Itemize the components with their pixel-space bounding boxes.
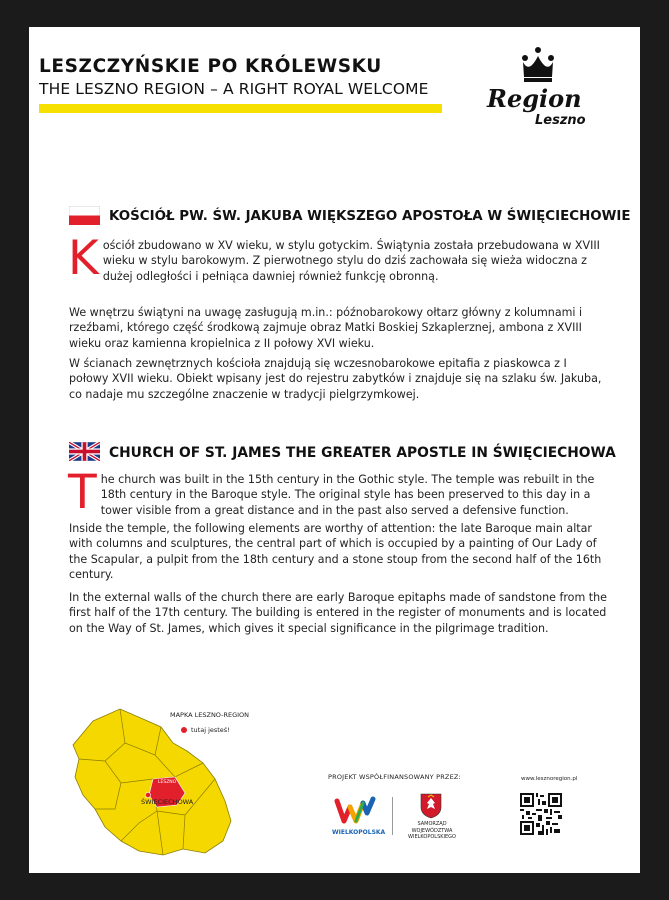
polish-section-title: KOŚCIÓŁ PW. ŚW. JAKUBA WIĘKSZEGO APOSTOŁA W ŚWIĘCIECHOWIE xyxy=(109,209,631,224)
map-city-label: LESZNO xyxy=(158,780,177,785)
map-legend-marker xyxy=(181,727,187,733)
english-paragraph-2: Inside the temple, the following elements are worthy of attention: the late Baroque main altar with columns and sculptures, the central part of which is occupied by a painting of Our Lady of the Scapular, a pulpit from the 18th century and a stone stoup from the second half of the 16th century. xyxy=(69,522,602,582)
wielkopolska-label: WIELKOPOLSKA xyxy=(332,829,386,836)
english-paragraph-1: The church was built in the 15th century in the Gothic style. The temple was rebuilt in the 18th century in the Baroque style. The original style has been preserved to this day in a tower visible from a great distance and in the past also served a defensive function. xyxy=(68,465,595,520)
voivodeship-label: SAMORZĄD WOJEWÓDZTWA WIELKOPOLSKIEGO xyxy=(408,821,456,840)
polish-drop-cap: K xyxy=(68,231,99,286)
region-leszno-logo xyxy=(487,46,587,138)
voivodeship-crest-icon xyxy=(420,793,442,819)
uk-flag-icon xyxy=(69,442,100,461)
qr-code-icon[interactable] xyxy=(520,793,562,835)
map-title: MAPKA LESZNO-REGION xyxy=(170,711,250,719)
footer-divider xyxy=(392,797,393,835)
logo-sub: Leszno xyxy=(535,113,586,128)
polish-paragraph-1: Kościół zbudowano w XV wieku, w stylu gotyckim. Świątynia została przebudowana w XVIII wieku w stylu barokowym. Z pierwotnego stylu do dziś zachowała się wieża widoczna z dużej odległości i pełniąca dawniej również funkcję obronną. xyxy=(68,231,600,286)
page-title: LESZCZYŃSKIE PO KRÓLEWSKU xyxy=(39,56,382,77)
page-subtitle: THE LESZNO REGION – A RIGHT ROYAL WELCOME xyxy=(39,80,429,98)
map-legend-text: tutaj jesteś! xyxy=(191,726,230,734)
region-map xyxy=(65,703,280,858)
wielkopolska-logo-icon xyxy=(334,795,376,825)
english-section-title: CHURCH OF ST. JAMES THE GREATER APOSTLE IN ŚWIĘCIECHOWA xyxy=(109,445,616,461)
english-drop-cap: T xyxy=(68,465,97,520)
logo-script: Region xyxy=(487,84,582,113)
polish-paragraph-3: W ścianach zewnętrznych kościoła znajdują się wczesnobarokowe epitafia z piaskowca z I połowy XVII wieku. Obiekt wpisany jest do rejestru zabytków i znajduje się na szlaku św. Jakuba, co nadaje mu szczególne znaczenie w tradycji pielgrzymkowej. xyxy=(69,357,602,401)
crown-icon xyxy=(517,46,559,84)
map-place-label: ŚWIĘCIECHOWA xyxy=(141,798,194,806)
website-url[interactable]: www.lesznoregion.pl xyxy=(521,776,578,782)
polish-paragraph-2: We wnętrzu świątyni na uwagę zasługują m.in.: późnobarokowy ołtarz główny z kolumnami i rzeźbami, którego część środkową zajmuje obraz Matki Boskiej Szkaplerznej, ambona z XVIII wieku oraz kamienna kropielnica z II połowy XVI wieku. xyxy=(69,306,583,350)
poland-flag-icon xyxy=(69,206,100,225)
header-accent-bar xyxy=(39,104,442,113)
english-paragraph-3: In the external walls of the church there are early Baroque epitaphs made of sandstone from the first half of the 17th century. The building is entered in the register of monuments and is located on the Way of St. James, which gives it special significance in the pilgrimage tradition. xyxy=(69,591,607,635)
cofinanced-label: PROJEKT WSPÓŁFINANSOWANY PRZEZ: xyxy=(328,773,461,781)
